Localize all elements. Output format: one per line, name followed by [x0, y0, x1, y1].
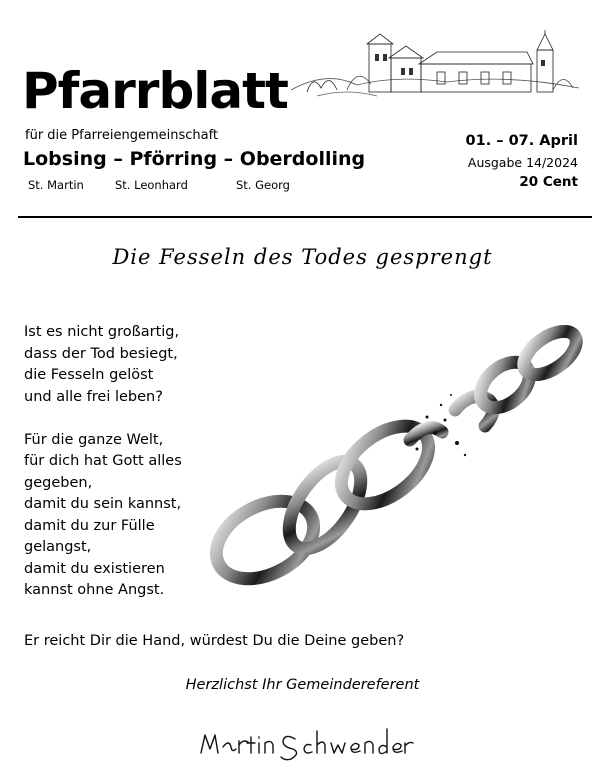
closing-question: Er reicht Dir die Hand, würdest Du die Deine geben? [24, 633, 405, 649]
poem-line: damit du existieren [24, 560, 165, 577]
poem-line: kannst ohne Angst. [24, 582, 165, 598]
poem-line: die Fesseln gelöst [24, 367, 154, 383]
poem-line: für dich hat Gott alles [24, 453, 182, 469]
broken-chain-image [205, 325, 590, 590]
poem-line: gelangst, [24, 539, 92, 555]
handwritten-signature [195, 723, 415, 763]
saint-label: St. Leonhard [115, 178, 188, 192]
poem-text [24, 322, 182, 602]
greeting: Herzlichst Ihr Gemeindereferent [185, 677, 420, 693]
newsletter-subtitle: für die Pfarreiengemeinschaft [25, 128, 219, 143]
poem-line: Ist es nicht großartig, [24, 324, 180, 340]
header-divider [18, 216, 592, 218]
poem-line: und alle frei leben? [24, 388, 163, 405]
poem-line: damit du zur Fülle [24, 517, 155, 534]
date-range: 01. – 07. April [465, 133, 578, 149]
price: 20 Cent [519, 174, 578, 190]
church-illustration [287, 30, 583, 110]
saint-label: St. Martin [28, 178, 84, 192]
poem-line: damit du sein kannst, [24, 496, 182, 512]
article-headline: Die Fesseln des Todes gesprengt [112, 245, 493, 269]
poem-line: gegeben, [24, 474, 93, 491]
newsletter-title: Pfarrblatt [22, 62, 288, 120]
saint-label: St. Georg [236, 178, 290, 192]
poem-line: Für die ganze Welt, [24, 431, 164, 448]
parish-names: Lobsing – Pförring – Oberdolling [23, 148, 366, 170]
issue-number: Ausgabe 14/2024 [467, 155, 578, 170]
poem-line: dass der Tod besiegt, [24, 345, 178, 362]
